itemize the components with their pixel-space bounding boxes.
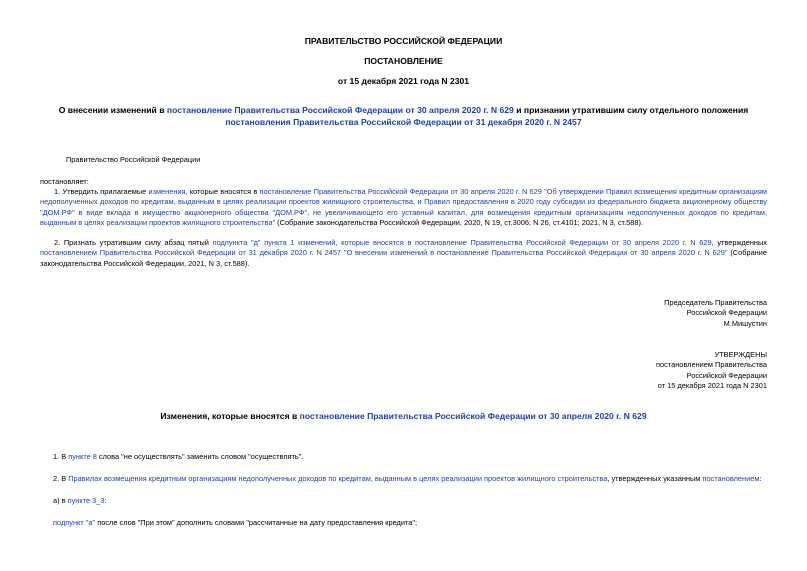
- change-2-text-1: 2. В: [53, 474, 69, 483]
- signature-name: М.Мишустин: [723, 318, 767, 328]
- header-government: ПРАВИТЕЛЬСТВО РОССИЙСКОЙ ФЕДЕРАЦИИ: [304, 36, 503, 46]
- p2-text-1: 2. Признать утратившим силу абзац пятый: [54, 238, 213, 247]
- signature-country: Российской Федерации: [686, 308, 767, 318]
- sub-a-link[interactable]: подпункт "а": [53, 518, 96, 527]
- paragraph-2: [40, 238, 767, 269]
- intro-government: Правительство Российской Федерации: [66, 155, 201, 164]
- title-text-1: О внесении изменений в: [58, 105, 167, 115]
- changes-title-text: Изменения, которые вносятся в: [160, 411, 300, 421]
- change-2a-text-1: а) в: [53, 496, 68, 505]
- approval-line-4: от 15 декабря 2021 года N 2301: [657, 381, 767, 391]
- change-2-link-decree[interactable]: постановлением: [702, 474, 760, 483]
- sub-a-text: после слов "При этом" дополнить словами "рассчитанные на дату предоставления кредита";: [95, 518, 418, 527]
- p2-text-2: , утвержденных: [711, 238, 767, 247]
- change-2a: [53, 496, 107, 506]
- signature-block: [460, 298, 767, 329]
- p1-link-changes[interactable]: изменения: [148, 187, 186, 196]
- signature-position: Председатель Правительства: [664, 298, 767, 307]
- intro-decrees: постановляет:: [40, 177, 89, 186]
- change-2a-text-2: :: [104, 496, 107, 505]
- title-text-2: и признании утратившим силу отдельного положения: [513, 105, 749, 115]
- p1-text-1: 1. Утвердить прилагаемые: [54, 187, 149, 196]
- title-link-decree-629[interactable]: постановление Правительства Российской Федерации от 30 апреля 2020 г. N 629: [166, 105, 514, 115]
- p2-link-decree-2457[interactable]: постановлением Правительства Российской Федерации от 31 декабря 2020 г. N 2457 "О внесении изменений в постановление Правительства Российской Федерации от 30 апреля 2020 г. N 629": [40, 248, 728, 258]
- changes-title: [40, 410, 767, 422]
- p2-link-subparagraph[interactable]: подпункта "д" пункта 1 изменений, которые вносятся в постановление Правительства Российской Федерации от 30 апреля 2020 г. N 629: [212, 238, 712, 247]
- approval-line-2: постановлением Правительства: [656, 360, 767, 370]
- approval-line-3: Российской Федерации: [686, 370, 767, 380]
- document-title: [40, 104, 767, 128]
- p1-text-2: , которые вносятся в: [185, 187, 260, 196]
- changes-title-link[interactable]: постановление Правительства Российской Федерации от 30 апреля 2020 г. N 629: [299, 411, 647, 421]
- change-1-text-1: 1. В: [53, 452, 69, 461]
- change-1-link-point-8[interactable]: пункте 8: [68, 452, 97, 461]
- change-2-link-rules[interactable]: Правилах возмещения кредитным организациям недополученных доходов по кредитам, выданным в целях реализации проектов жилищного строительства: [68, 474, 608, 483]
- p1-text-3: (Собрание законодательства Российской Федерации, 2020, N 19, ст.3006; N 26, ст.4101; 2021, N 3, ст.588).: [275, 218, 644, 228]
- change-1: [53, 452, 303, 462]
- sub-a: [53, 518, 417, 528]
- paragraph-1: [40, 187, 767, 229]
- change-2a-link-point-3-3[interactable]: пункте 3_3: [67, 496, 105, 505]
- p1-link-decree-629[interactable]: постановление Правительства Российской Федерации от 30 апреля 2020 г. N 629 "Об утверждении Правил возмещения кредитным организациям недополученных доходов по кредитам, выданным в целях реализации проектов жилищного строительства, и Правил предоставления в 2020 году субсидии из федерального бюджета акционерному обществу "ДОМ.РФ" в виде вклада в имущество акционерного общества "ДОМ.РФ", не увеличивающего его уставный капитал, для возмещения кредитным организациям недополученных доходов по кредитам, выданным в целях реализации проектов жилищного строительства": [40, 187, 768, 228]
- p2-text-3: (Собрание законодательства Российской Федерации, 2021, N 3, ст.588).: [40, 248, 767, 268]
- header-doc-type: ПОСТАНОВЛЕНИЕ: [364, 56, 443, 66]
- approval-block: [460, 350, 767, 392]
- title-link-decree-2457[interactable]: постановления Правительства Российской Федерации от 31 декабря 2020 г. N 2457: [225, 117, 582, 127]
- change-1-text-2: слова "не осуществлять" заменить словом "осуществлять".: [96, 452, 304, 461]
- approval-line-1: УТВЕРЖДЕНЫ: [714, 350, 767, 359]
- change-2-text-3: :: [759, 474, 762, 483]
- header-date-number: от 15 декабря 2021 года N 2301: [337, 76, 470, 86]
- change-2: [53, 474, 767, 484]
- change-2-text-2: , утвержденных указанным: [607, 474, 703, 483]
